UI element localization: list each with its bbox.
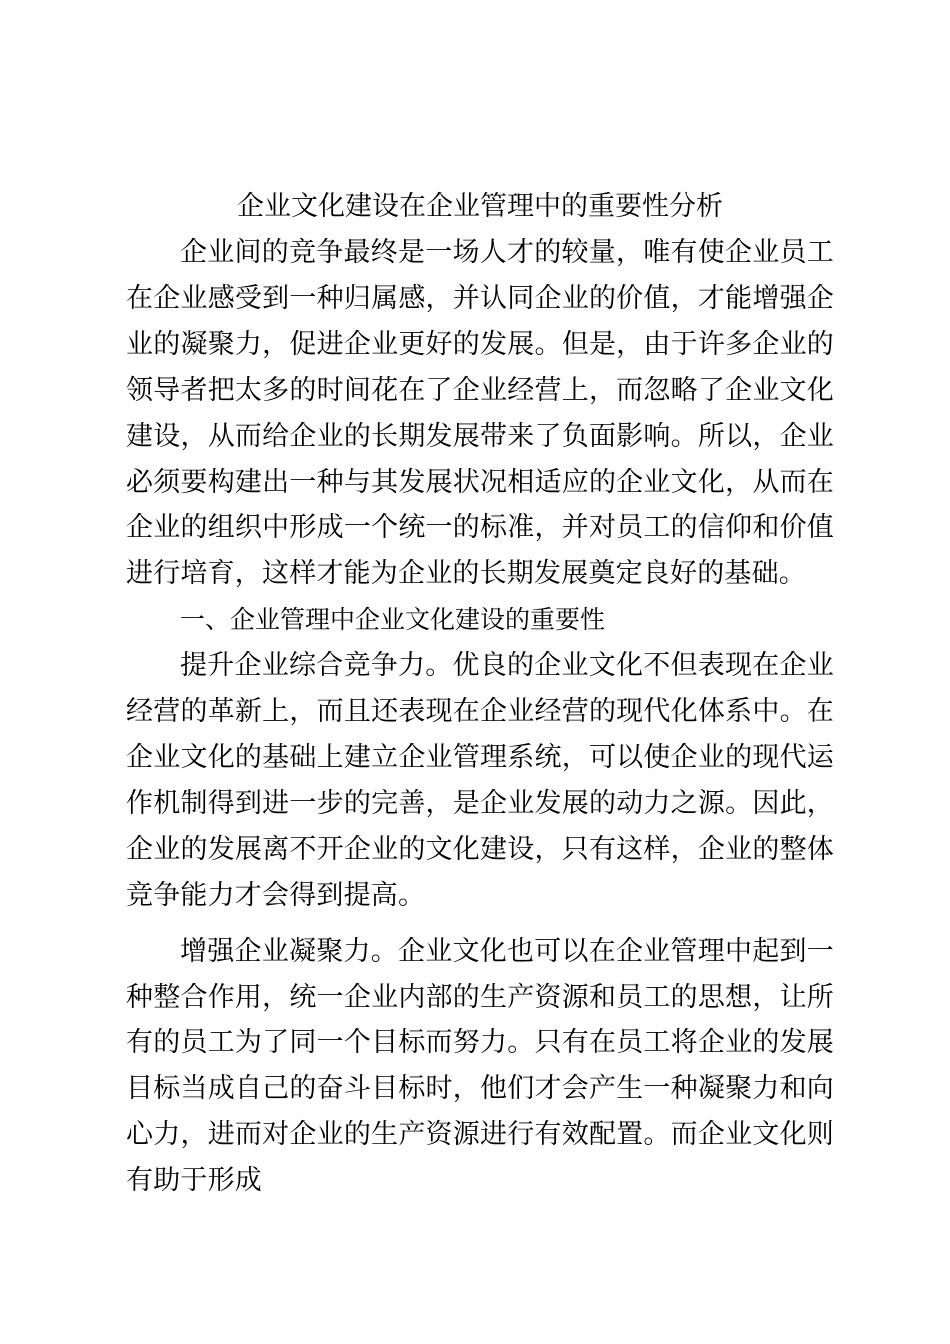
- competitiveness-paragraph: 提升企业综合竞争力。优良的企业文化不但表现在企业经营的革新上，而且还表现在企业经营的现代化体系中。在企业文化的基础上建立企业管理系统，可以使企业的现代运作机制得到进一步的完善，是企业发展的动力之源。因此，企业的发展离不开企业的文化建设，只有这样，企业的整体竞争能力才会得到提高。: [126, 650, 834, 911]
- intro-paragraph: 企业间的竞争最终是一场人才的较量，唯有使企业员工在企业感受到一种归属感，并认同企业的价值，才能增强企业的凝聚力，促进企业更好的发展。但是，由于许多企业的领导者把太多的时间花在了企业经营上，而忽略了企业文化建设，从而给企业的长期发展带来了负面影响。所以，企业必须要构建出一种与其发展状况相适应的企业文化，从而在企业的组织中形成一个统一的标准，并对员工的信仰和价值进行培育，这样才能为企业的长期发展奠定良好的基础。: [126, 237, 834, 590]
- section-heading: 一、企业管理中企业文化建设的重要性: [180, 605, 606, 635]
- cohesion-paragraph: 增强企业凝聚力。企业文化也可以在企业管理中起到一种整合作用，统一企业内部的生产资源和员工的思想，让所有的员工为了同一个目标而努力。只有在员工将企业的发展目标当成自己的奋斗目标时，他们才会产生一种凝聚力和向心力，进而对企业的生产资源进行有效配置。而企业文化则有助于形成: [126, 935, 834, 1197]
- document-title: 企业文化建设在企业管理中的重要性分析: [237, 191, 723, 222]
- document-body: [126, 184, 834, 1204]
